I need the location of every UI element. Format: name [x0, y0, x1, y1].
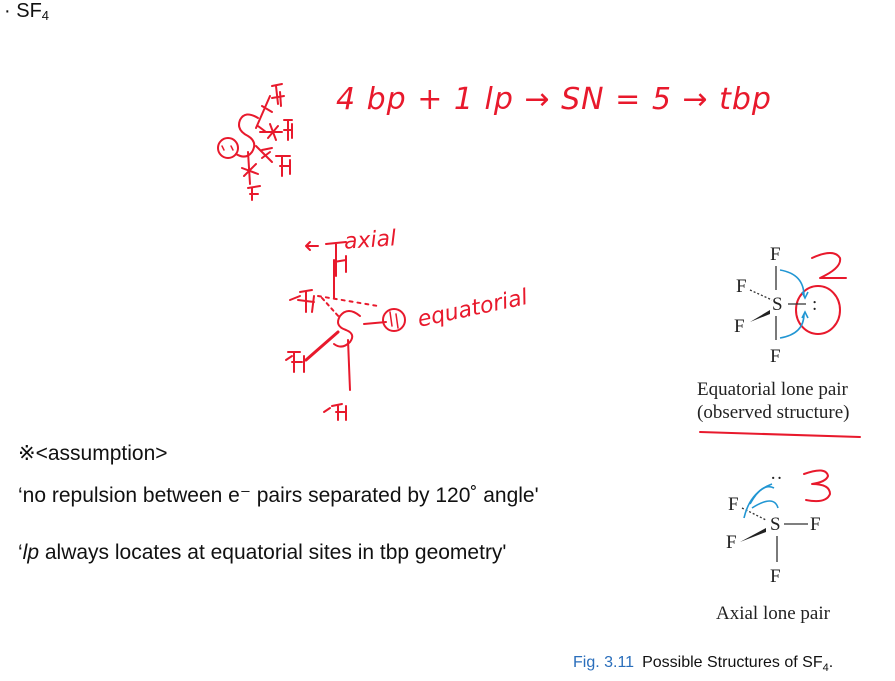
- equatorial-caption-line-2: (observed structure): [697, 402, 850, 423]
- figure-caption-end: .: [828, 654, 834, 671]
- electron-count-note: 4 bp + 1 lp → SN = 5 → tbp: [336, 82, 772, 117]
- equatorial-label: equatorial: [415, 285, 530, 333]
- axial-ligand-bottom: F: [770, 566, 781, 587]
- title-subscript: 4: [41, 8, 50, 23]
- assumption-heading: ※<assumption>: [18, 442, 168, 465]
- axial-lone-pair-structure: [722, 462, 842, 592]
- ligand-back: F: [736, 276, 747, 297]
- lone-pair-dots: :: [812, 294, 818, 315]
- lone-pair-term: lp: [22, 541, 40, 564]
- title-bullet: ·: [4, 0, 11, 22]
- axial-center-atom: S: [770, 514, 781, 535]
- axial-ligand-back: F: [728, 494, 739, 515]
- figure-caption-text: Possible Structures of SF: [642, 654, 823, 671]
- assumption-line-2: ‘lp always locates at equatorial sites in tbp geometry': [18, 541, 507, 564]
- ligand-top: F: [770, 244, 781, 265]
- tbp-sketch: [286, 242, 405, 420]
- repulsion-arrow: [780, 270, 804, 296]
- center-atom: S: [772, 294, 783, 315]
- equatorial-caption: [697, 378, 849, 424]
- equatorial-caption-line-1: Equatorial lone pair: [697, 379, 848, 400]
- title-text: SF: [16, 0, 42, 22]
- equatorial-lone-pair-structure: [720, 236, 860, 376]
- axial-ligand-front: F: [726, 532, 737, 553]
- assumption-line-2-text: always locates at equatorial sites in tbp geometry': [39, 541, 507, 564]
- lewis-structure-sketch: [218, 84, 292, 200]
- figure-label: Fig. 3.11: [573, 654, 635, 671]
- axial-lone-pair-dots: ··: [770, 468, 783, 489]
- repulsion-arrow: [780, 314, 804, 338]
- axial-label: axial: [343, 226, 398, 255]
- ligand-bottom: F: [770, 346, 781, 367]
- lone-pair-circle: [218, 138, 238, 158]
- wedge-bond: [750, 310, 770, 322]
- assumption-line-1: ‘no repulsion between e⁻ pairs separated by 120˚ angle': [18, 484, 539, 507]
- axial-ligand-right: F: [810, 514, 821, 535]
- observed-underline: [700, 432, 860, 437]
- figure-caption: [573, 654, 833, 674]
- sulfur-letter-sketch: [236, 114, 258, 156]
- ligand-front: F: [734, 316, 745, 337]
- axial-caption: Axial lone pair: [716, 603, 830, 624]
- figure-caption-subscript: 4: [822, 662, 829, 675]
